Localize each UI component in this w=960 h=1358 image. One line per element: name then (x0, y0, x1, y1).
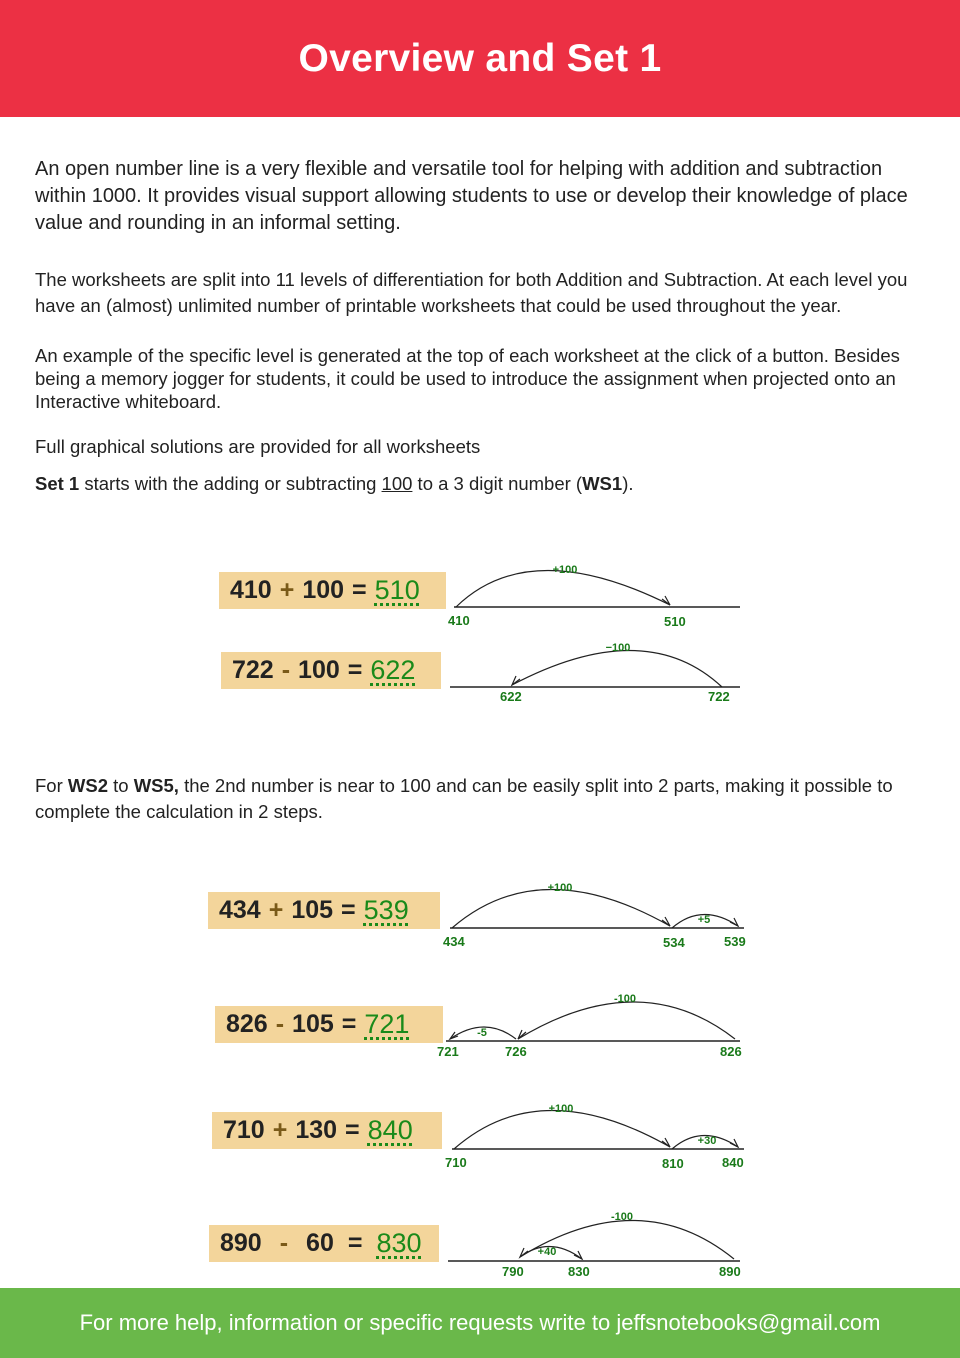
equation-box (209, 1225, 439, 1262)
jump-label: +5 (697, 914, 711, 926)
equation-operator: + (272, 1116, 288, 1144)
number-line (440, 1093, 760, 1178)
footer-contact-text: For more help, information or specific requests write to jeffsnotebooks@gmail.com (79, 1310, 881, 1335)
number-label: 534 (663, 935, 685, 950)
equation-box (212, 1112, 442, 1149)
ws2-ws5-paragraph (35, 773, 930, 825)
intro-paragraph-3: An example of the specific level is generated at the top of each worksheet at the click of a button. Besides being a memory jogger for students, it could be used to introduce the assignment when projected onto an Interactive whiteboard. (35, 345, 900, 412)
equation-operator: - (275, 1010, 285, 1038)
number-label: 790 (502, 1264, 524, 1279)
number-label: 726 (505, 1044, 527, 1059)
intro-paragraph-4: Full graphical solutions are provided for all worksheets (35, 436, 481, 457)
jump-label: -100 (613, 993, 637, 1005)
number-label: 510 (664, 614, 686, 629)
jump-label: +100 (552, 564, 578, 576)
set1-hundred: 100 (381, 473, 413, 494)
page-title: Overview and Set 1 (298, 36, 662, 80)
set1-text-3: ). (622, 473, 634, 494)
number-line (440, 555, 750, 640)
equation-equals: = (341, 1010, 357, 1038)
number-label: 810 (662, 1156, 684, 1171)
equation-equals: = (347, 656, 363, 684)
number-line (440, 1203, 760, 1285)
jump-label: -5 (477, 1027, 487, 1039)
equation-operator: - (279, 1229, 289, 1257)
set1-ws1: WS1 (582, 473, 623, 494)
equation-first: 722 (232, 656, 274, 684)
ws-text-2: the 2nd number is near to 100 and can be easily split into 2 parts, making it possible to complete the calculation in 2 steps. (35, 775, 893, 822)
number-label: 721 (437, 1044, 459, 1059)
set1-text-2: to a 3 digit number ( (412, 473, 583, 494)
equation-answer: 840 (367, 1115, 413, 1145)
page-header (0, 0, 960, 117)
equation-equals: = (341, 896, 356, 924)
page-footer (0, 1288, 960, 1358)
equation-box (215, 1006, 443, 1043)
number-label: 410 (448, 613, 470, 628)
number-line (430, 985, 750, 1070)
number-label: 710 (445, 1155, 467, 1170)
intro-paragraph-2: The worksheets are split into 11 levels of differentiation for both Addition and Subtraction. At each level you have an (almost) unlimited number of printable worksheets that could be used throughout the year. (35, 269, 908, 316)
equation-operator: + (268, 896, 284, 924)
jump-label: +100 (547, 882, 573, 894)
number-label: 826 (720, 1044, 742, 1059)
number-label: 434 (443, 934, 465, 949)
equation-second: 105 (291, 896, 334, 924)
equation-box (219, 572, 446, 609)
equation-answer: 539 (363, 895, 409, 925)
equation-equals: = (352, 576, 367, 604)
number-line (440, 635, 750, 715)
equation-operator: - (281, 656, 291, 684)
jump-label: +100 (548, 1103, 574, 1115)
equation-second: 100 (298, 656, 340, 684)
set1-label: Set 1 (35, 473, 80, 494)
number-label: 890 (719, 1264, 741, 1279)
equation-second: 130 (295, 1116, 338, 1144)
equation-first: 410 (230, 576, 272, 604)
number-label: 722 (708, 689, 730, 704)
number-label: 539 (724, 934, 746, 949)
number-label: 840 (722, 1155, 744, 1170)
ws5-label: WS5, (133, 775, 179, 796)
number-label: 830 (568, 1264, 590, 1279)
set1-paragraph (35, 472, 930, 495)
equation-second: 105 (292, 1010, 334, 1038)
equation-equals: = (347, 1229, 363, 1257)
equation-box (208, 892, 440, 929)
set1-text-1: starts with the adding or subtracting (79, 473, 382, 494)
equation-equals: = (345, 1116, 360, 1144)
equation-answer: 721 (364, 1009, 410, 1039)
number-label: 622 (500, 689, 522, 704)
ws-text-0: For (35, 775, 68, 796)
equation-second: 100 (302, 576, 345, 604)
equation-first: 826 (226, 1010, 268, 1038)
equation-first: 710 (223, 1116, 265, 1144)
equation-answer: 622 (370, 655, 416, 685)
equation-answer: 510 (374, 575, 420, 605)
equation-first: 890 (220, 1229, 262, 1257)
ws-text-1: to (107, 775, 134, 796)
ws2-label: WS2 (67, 775, 108, 796)
number-line (440, 872, 760, 957)
equation-operator: + (279, 576, 295, 604)
jump-label: +30 (697, 1135, 717, 1147)
intro-paragraph-1: An open number line is a very flexible and versatile tool for helping with addition and subtraction within 1000. It provides visual support allowing students to use or develop their knowledge of place value and rounding in an informal setting. (35, 158, 908, 234)
equation-first: 434 (219, 896, 261, 924)
equation-answer: 830 (376, 1228, 422, 1258)
equation-second: 60 (306, 1229, 334, 1257)
jump-label: -100 (610, 1211, 634, 1223)
jump-label: −100 (605, 642, 631, 654)
jump-label: +40 (537, 1246, 557, 1258)
equation-box (221, 652, 441, 689)
